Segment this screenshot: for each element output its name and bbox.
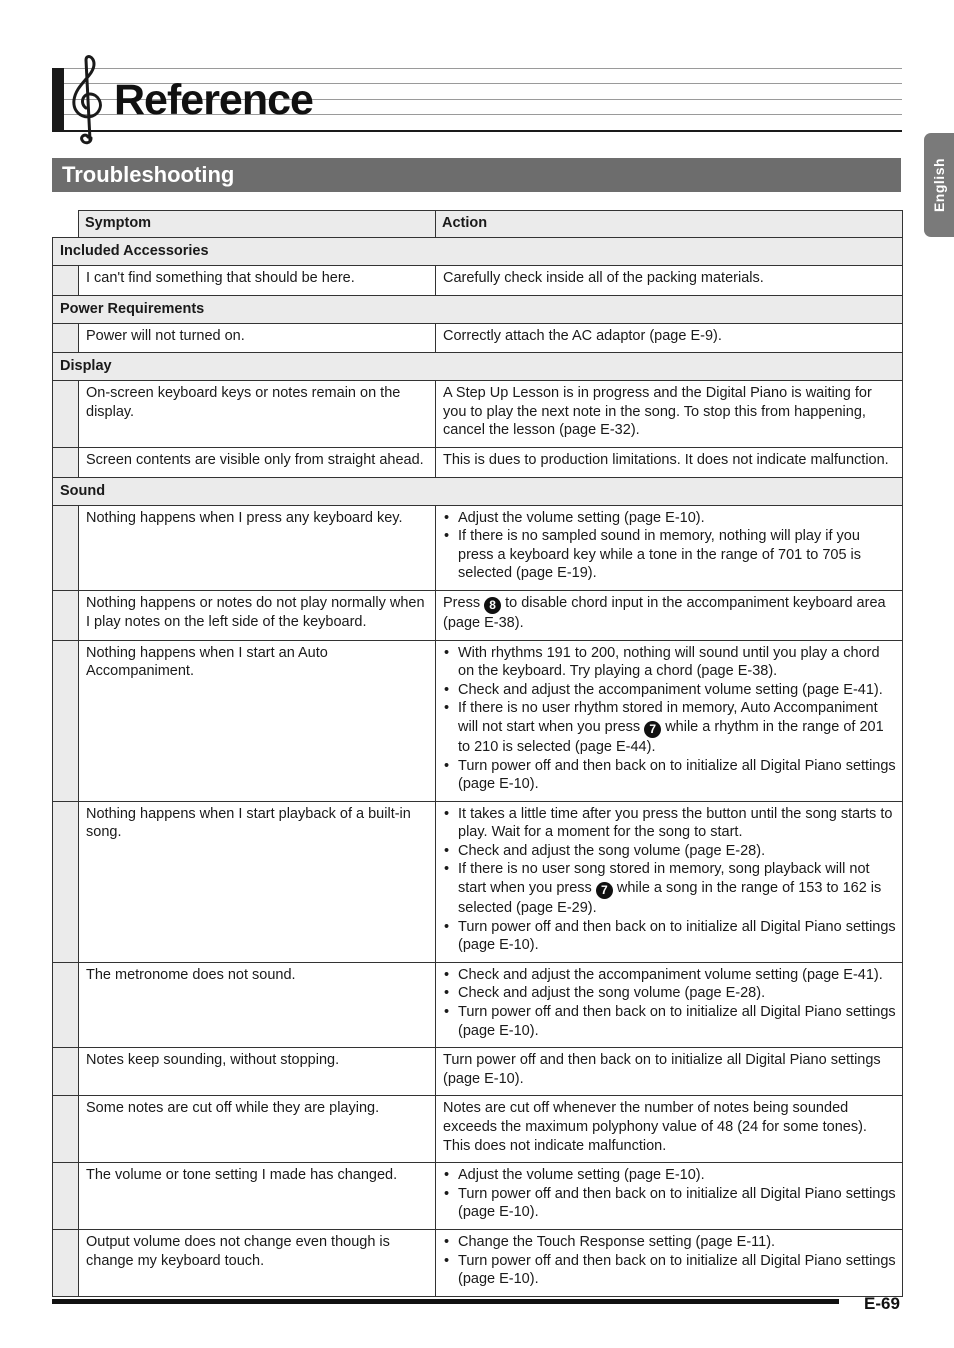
- action-list-item: • Check and adjust the accompaniment volume setting (page E-41).: [443, 966, 896, 985]
- action-list-item: • Turn power off and then back on to initialize all Digital Piano settings (page E-10).: [443, 918, 896, 955]
- action-cell: [436, 505, 903, 590]
- language-label: English: [931, 157, 947, 213]
- staff-line: [52, 68, 902, 69]
- row-gutter: [53, 1048, 79, 1096]
- table-row: [53, 1229, 903, 1296]
- table-row: [53, 505, 903, 590]
- action-list-item: • Change the Touch Response setting (page E-11).: [443, 1233, 896, 1252]
- section-title: Troubleshooting: [52, 158, 901, 192]
- action-cell: Correctly attach the AC adaptor (page E-9).: [436, 323, 903, 353]
- table-header-row: [53, 211, 903, 238]
- row-gutter: [53, 381, 79, 448]
- table-row: [53, 640, 903, 801]
- row-gutter: [53, 1229, 79, 1296]
- row-gutter: [53, 962, 79, 1047]
- action-cell: [436, 962, 903, 1047]
- row-gutter: [53, 323, 79, 353]
- action-list-item: • Turn power off and then back on to initialize all Digital Piano settings (page E-10).: [443, 1252, 896, 1289]
- category-row: [53, 238, 903, 266]
- category-label: Included Accessories: [53, 238, 903, 266]
- header-bar: [52, 68, 64, 132]
- action-list-item: • Check and adjust the song volume (page E-28).: [443, 842, 896, 861]
- action-list: [443, 644, 896, 794]
- symptom-cell: Nothing happens when I start an Auto Accompaniment.: [79, 640, 436, 801]
- category-row: [53, 295, 903, 323]
- action-list-item: • If there is no user song stored in memory, song playback will not start when you press 7 while a song in the range of 153 to 162 is selected (page E-29).: [443, 860, 896, 917]
- table-row: [53, 266, 903, 296]
- page-title: Reference: [114, 76, 313, 124]
- action-cell: [436, 801, 903, 962]
- footer-rule: [52, 1299, 839, 1304]
- action-cell: Notes are cut off whenever the number of notes being sounded exceeds the maximum polyphony value of 48 (24 for some tones). This does not indicate malfunction.: [436, 1096, 903, 1163]
- language-tab: [924, 133, 954, 237]
- symptom-cell: Nothing happens when I press any keyboard key.: [79, 505, 436, 590]
- symptom-cell: Nothing happens or notes do not play normally when I play notes on the left side of the keyboard.: [79, 590, 436, 640]
- button-number-8-icon: 8: [484, 597, 501, 614]
- symptom-cell: Some notes are cut off while they are playing.: [79, 1096, 436, 1163]
- staff-bottom-line: [52, 130, 902, 132]
- table-row: [53, 962, 903, 1047]
- symptom-cell: I can't find something that should be here.: [79, 266, 436, 296]
- row-gutter: [53, 1163, 79, 1230]
- table-row: [53, 1048, 903, 1096]
- table-row: [53, 590, 903, 640]
- action-cell: [436, 640, 903, 801]
- category-row: [53, 353, 903, 381]
- symptom-column-header: Symptom: [79, 211, 436, 238]
- action-list-item: • It takes a little time after you press the button until the song starts to play. Wait for a moment for the song to start.: [443, 805, 896, 842]
- action-list: [443, 1233, 896, 1289]
- row-gutter: [53, 801, 79, 962]
- category-label: Display: [53, 353, 903, 381]
- table-row: [53, 1096, 903, 1163]
- action-list-item: • If there is no sampled sound in memory, nothing will play if you press a keyboard key while a tone in the range of 701 to 705 is selected (page E-19).: [443, 527, 896, 583]
- category-label: Sound: [53, 477, 903, 505]
- symptom-cell: Nothing happens when I start playback of a built-in song.: [79, 801, 436, 962]
- action-cell: Press 8 to disable chord input in the accompaniment keyboard area (page E-38).: [436, 590, 903, 640]
- symptom-cell: On-screen keyboard keys or notes remain on the display.: [79, 381, 436, 448]
- troubleshooting-table: [52, 210, 903, 1297]
- action-list-item: • Check and adjust the song volume (page E-28).: [443, 984, 896, 1003]
- row-gutter: [53, 640, 79, 801]
- action-list: [443, 509, 896, 583]
- action-cell: Carefully check inside all of the packing materials.: [436, 266, 903, 296]
- table-row: [53, 447, 903, 477]
- symptom-cell: Notes keep sounding, without stopping.: [79, 1048, 436, 1096]
- row-gutter: [53, 266, 79, 296]
- action-column-header: Action: [436, 211, 903, 238]
- symptom-cell: The metronome does not sound.: [79, 962, 436, 1047]
- symptom-cell: Screen contents are visible only from straight ahead.: [79, 447, 436, 477]
- button-number-7-icon: 7: [644, 721, 661, 738]
- row-gutter: [53, 447, 79, 477]
- action-cell: [436, 1163, 903, 1230]
- table-row: [53, 323, 903, 353]
- category-row: [53, 477, 903, 505]
- action-cell: This is dues to production limitations. It does not indicate malfunction.: [436, 447, 903, 477]
- table-row: [53, 381, 903, 448]
- action-list: [443, 805, 896, 955]
- row-gutter: [53, 505, 79, 590]
- action-cell: A Step Up Lesson is in progress and the Digital Piano is waiting for you to play the next note in the song. To stop this from happening, cancel the lesson (page E-32).: [436, 381, 903, 448]
- action-list-item: • Adjust the volume setting (page E-10).: [443, 509, 896, 528]
- action-cell: Turn power off and then back on to initialize all Digital Piano settings (page E-10).: [436, 1048, 903, 1096]
- header-gutter: [53, 211, 79, 238]
- row-gutter: [53, 1096, 79, 1163]
- action-list-item: • Turn power off and then back on to initialize all Digital Piano settings (page E-10).: [443, 1003, 896, 1040]
- button-number-7-icon: 7: [596, 882, 613, 899]
- symptom-cell: Output volume does not change even though is change my keyboard touch.: [79, 1229, 436, 1296]
- row-gutter: [53, 590, 79, 640]
- action-list-item: • Adjust the volume setting (page E-10).: [443, 1166, 896, 1185]
- category-label: Power Requirements: [53, 295, 903, 323]
- action-list: [443, 966, 896, 1040]
- symptom-cell: The volume or tone setting I made has changed.: [79, 1163, 436, 1230]
- action-list: [443, 1166, 896, 1222]
- action-cell: [436, 1229, 903, 1296]
- page-header: [52, 68, 902, 134]
- action-list-item: • Turn power off and then back on to initialize all Digital Piano settings (page E-10).: [443, 1185, 896, 1222]
- action-list-item: • Check and adjust the accompaniment volume setting (page E-41).: [443, 681, 896, 700]
- table-row: [53, 1163, 903, 1230]
- action-list-item: • With rhythms 191 to 200, nothing will sound until you play a chord on the keyboard. Try playing a chord (page E-38).: [443, 644, 896, 681]
- symptom-cell: Power will not turned on.: [79, 323, 436, 353]
- page-number: E-69: [864, 1294, 900, 1313]
- action-list-item: • If there is no user rhythm stored in memory, Auto Accompaniment will not start when you press 7 while a rhythm in the range of 201 to 210 is selected (page E-44).: [443, 699, 896, 756]
- action-list-item: • Turn power off and then back on to initialize all Digital Piano settings (page E-10).: [443, 757, 896, 794]
- treble-clef-icon: [64, 54, 112, 146]
- table-row: [53, 801, 903, 962]
